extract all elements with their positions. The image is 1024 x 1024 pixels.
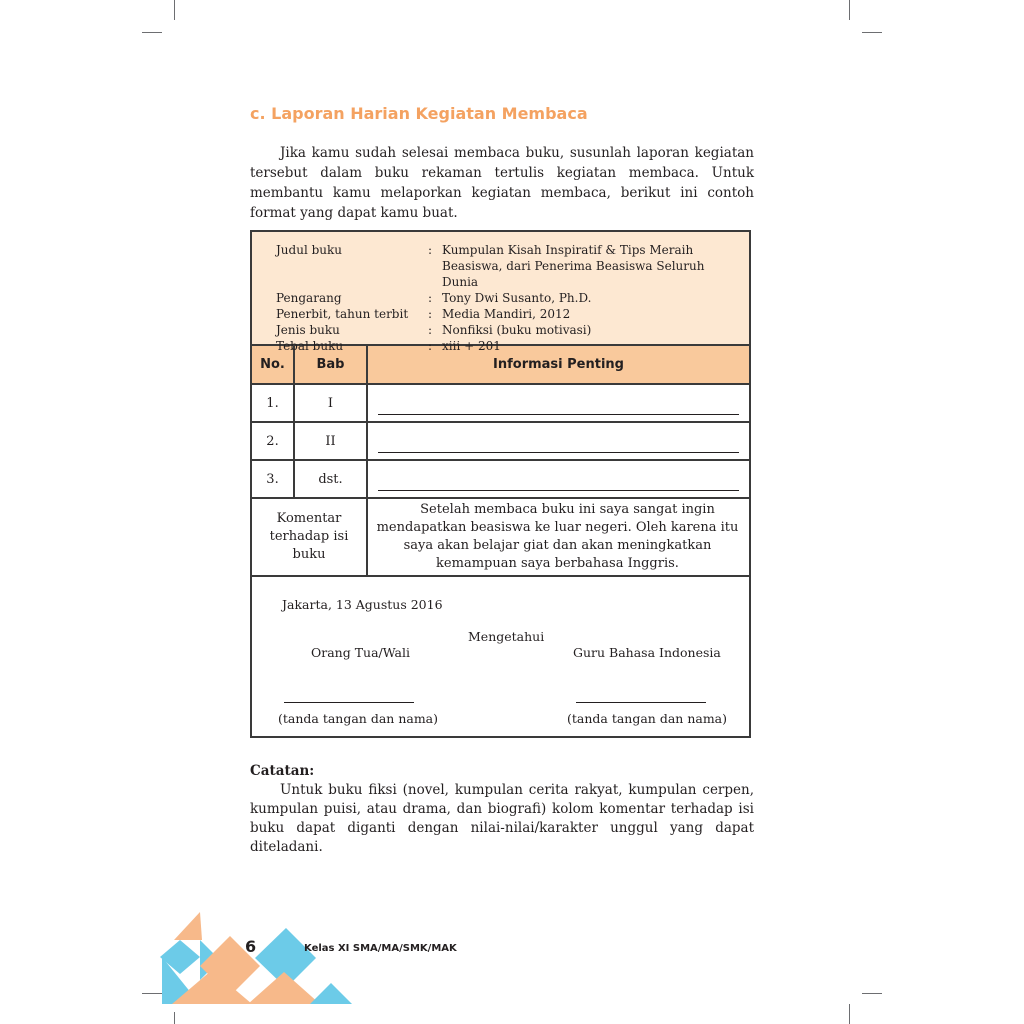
right-caption: (tanda tangan dan nama): [567, 711, 727, 726]
header-info: Informasi Penting: [367, 346, 749, 384]
info-label: Tebal buku: [276, 339, 344, 353]
row-no: 2.: [252, 422, 294, 460]
crop-mark: [862, 993, 882, 994]
crop-mark: [862, 32, 882, 33]
signature-area: [252, 577, 749, 738]
left-role: Orang Tua/Wali: [311, 645, 410, 660]
row-info: [367, 384, 749, 422]
report-table: [252, 346, 749, 577]
row-bab: I: [294, 384, 367, 422]
crop-mark: [849, 1004, 850, 1024]
footer-text: Kelas XI SMA/MA/SMK/MAK: [304, 943, 457, 954]
left-caption: (tanda tangan dan nama): [278, 711, 438, 726]
row-bab: II: [294, 422, 367, 460]
crop-mark: [849, 0, 850, 20]
info-label: Pengarang: [276, 291, 342, 305]
info-row-author: [276, 290, 749, 306]
table-row: [252, 422, 749, 460]
reading-report-form: [250, 230, 751, 738]
book-info: [252, 232, 749, 353]
info-value: Kumpulan Kisah Inspiratif & Tips Meraih Beasiswa, dari Penerima Beasiswa Seluruh Dunia: [442, 243, 705, 289]
header-bab: Bab: [294, 346, 367, 384]
info-colon: :: [428, 307, 433, 321]
intro-paragraph: Jika kamu sudah selesai membaca buku, susunlah laporan kegiatan tersebut dalam buku rekaman tertulis kegiatan membaca. Untuk membantu kamu melaporkan kegiatan membaca, berikut ini contoh format yang dapat kamu buat.: [250, 145, 754, 221]
crop-mark: [174, 0, 175, 20]
crop-mark: [142, 993, 162, 994]
info-row-type: [276, 322, 749, 338]
footer-decoration: [160, 912, 360, 1012]
info-value: Media Mandiri, 2012: [442, 307, 571, 321]
comment-text: Setelah membaca buku ini saya sangat ingin mendapatkan beasiswa ke luar negeri. Oleh karena itu saya akan belajar giat dan akan meningkatkan kemampuan saya berbahasa Inggris.: [367, 498, 749, 576]
blank-line: [378, 476, 739, 491]
blank-line: [378, 400, 739, 415]
info-value: Tony Dwi Susanto, Ph.D.: [442, 291, 592, 305]
left-signature-line: [284, 702, 414, 703]
deco-shape: [310, 983, 352, 1004]
section-title: c. Laporan Harian Kegiatan Membaca: [250, 104, 588, 123]
row-no: 3.: [252, 460, 294, 498]
acknowledged-label: Mengetahui: [468, 629, 545, 644]
table-row: [252, 384, 749, 422]
info-row-publisher: [276, 306, 749, 322]
deco-shape: [174, 912, 202, 940]
deco-shape: [248, 972, 320, 1004]
info-colon: :: [428, 323, 433, 337]
comment-label: Komentar terhadap isi buku: [252, 498, 367, 576]
header-no: No.: [252, 346, 294, 384]
right-role: Guru Bahasa Indonesia: [573, 645, 721, 660]
info-colon: :: [428, 243, 433, 257]
info-value: xiii + 201: [442, 339, 501, 353]
info-value: Nonfiksi (buku motivasi): [442, 323, 592, 337]
info-row-title: [276, 242, 749, 290]
page-number: 6: [245, 937, 257, 956]
row-bab: dst.: [294, 460, 367, 498]
info-colon: :: [428, 339, 433, 353]
comment-row: [252, 498, 749, 576]
right-signature-line: [576, 702, 706, 703]
row-info: [367, 422, 749, 460]
crop-mark: [142, 32, 162, 33]
info-label: Penerbit, tahun terbit: [276, 307, 409, 321]
deco-shape: [160, 1004, 360, 1012]
info-label: Jenis buku: [276, 323, 340, 337]
info-colon: :: [428, 291, 433, 305]
place-date: Jakarta, 13 Agustus 2016: [282, 597, 443, 612]
row-no: 1.: [252, 384, 294, 422]
note-text: Untuk buku fiksi (novel, kumpulan cerita rakyat, kumpulan cerpen, kumpulan puisi, atau drama, dan biografi) kolom komentar terhadap isi buku dapat diganti dengan nilai-nilai/karakter unggul yang dapat diteladani.: [250, 782, 754, 855]
info-row-pages: [276, 338, 749, 354]
info-label: Judul buku: [276, 243, 343, 257]
row-info: [367, 460, 749, 498]
note-title: Catatan:: [250, 763, 315, 779]
table-row: [252, 460, 749, 498]
blank-line: [378, 438, 739, 453]
